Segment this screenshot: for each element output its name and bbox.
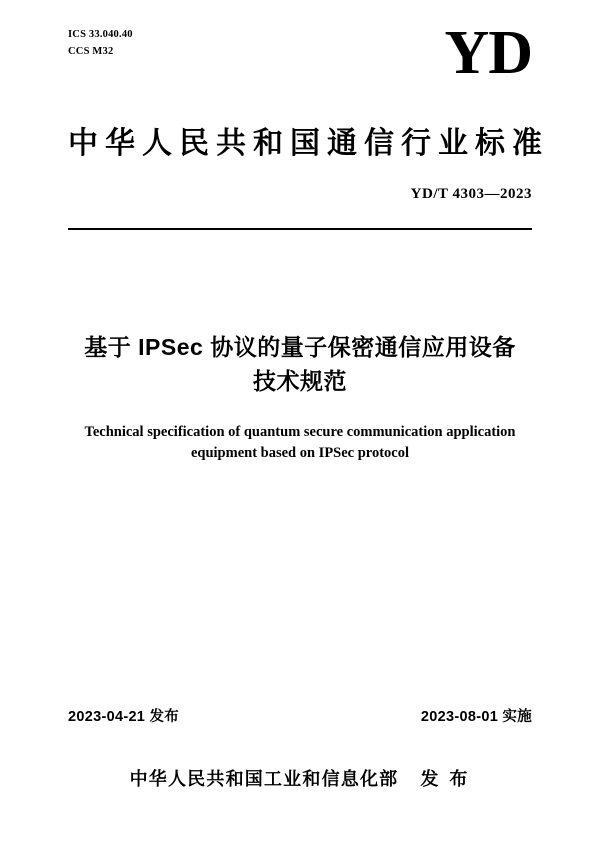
- issue-word: 发 布: [420, 769, 471, 789]
- standard-series-title: 中华人民共和国通信行业标准: [68, 127, 549, 160]
- document-title-cn: [68, 330, 532, 398]
- document-title-cn-line2: 技术规范: [253, 368, 347, 394]
- issue-date: 2023-04-21 发布: [68, 709, 180, 725]
- issuing-authority-name: 中华人民共和国工业和信息化部: [129, 769, 399, 789]
- document-title-en-line2: equipment based on IPSec protocol: [190, 445, 410, 461]
- document-title-en: [68, 422, 532, 464]
- ccs-code: CCS M32: [68, 46, 114, 57]
- cover-header: [68, 19, 532, 106]
- document-title-cn-line1: 基于 IPSec 协议的量子保密通信应用设备: [84, 334, 516, 360]
- yd-logo: YD: [444, 19, 532, 87]
- classification-codes: [68, 26, 133, 60]
- header-divider: [68, 228, 532, 230]
- issuing-authority: [68, 765, 532, 791]
- date-row: [68, 705, 532, 727]
- ics-code: ICS 33.040.40: [68, 29, 133, 40]
- cover-content: [68, 0, 549, 849]
- effective-date: 2023-08-01 实施: [420, 709, 532, 725]
- document-title-en-line1: Technical specification of quantum secure communication application: [84, 424, 516, 440]
- standard-number: YD/T 4303—2023: [410, 186, 532, 202]
